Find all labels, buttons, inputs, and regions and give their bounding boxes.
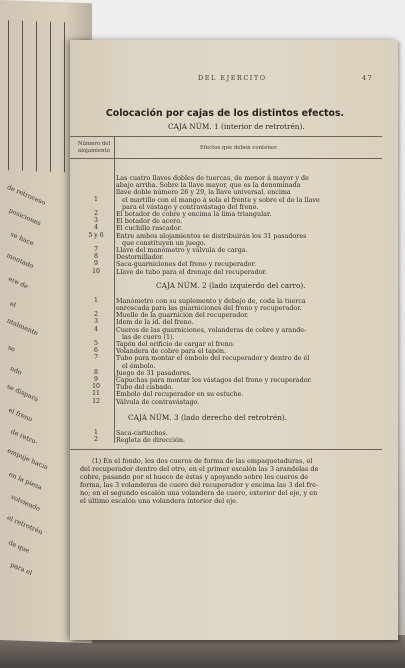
box3-row-1-line-0: Regleta de dirección. [116,436,185,444]
box1-row-0-line-1: abajo arriba. Sobre la llave mayor, que es la denominada [116,181,301,190]
box1-row-0-line-0: Las cuatro llaves dobles de tuercas, de menor á mayor y de [116,174,309,182]
box1-row-8-number: 9 [94,260,98,268]
left-page-text-fragment: empuje hacia [6,446,50,472]
table-top-rule [70,136,382,137]
left-page-text-fragment: ntalmente [5,316,40,338]
left-page-text-fragment: montado [5,251,35,271]
footnote-rule [70,449,382,450]
box1-row-1-number: 1 [94,195,98,203]
page-title: Colocación por cajas de los distintos efectos. [105,108,345,119]
box2-row-10-line-0: Émbolo del recuperador en su estuche. [116,390,244,399]
footnote-line-5: el último escalón una volandera interior del eje. [80,497,239,506]
box1-row-6-number: 7 [94,246,98,253]
box3-row-0-line-0: Saca-cartuchos. [116,428,168,437]
left-page-text-fragment: posiciones [7,206,43,228]
box2-row-5-line-0: Volandera de cobre para el tapón. [116,347,227,356]
running-header: DEL EJERCITO [198,74,267,82]
box2-row-5-number: 6 [94,347,98,355]
left-page-text-fragment: el retrotrén [5,513,44,537]
footnote-line-3: forma, las 3 volanderas de cuero del recuperador y encima las 3 del fre- [80,481,319,490]
box1-row-4-number: 4 [94,224,98,232]
left-page-text-fragment: so [6,343,17,354]
column-header-number: Número del [77,141,111,147]
box2-row-8-number: 9 [94,376,98,383]
left-page-text-fragment: el freno [7,405,34,424]
box1-row-1-line-2: para el vástago y contravástago del freno. [122,202,259,211]
box1-row-6-line-0: Llave del manómetro y válvula de carga. [116,246,248,254]
column-header-number-sub: alojamiento [78,148,110,154]
left-page-text-fragment: el [8,299,18,310]
box3-caption: CAJA NÚM. 3 (lado derecho del retrotrén). [128,412,288,422]
box1-row-2-number: 2 [94,210,98,217]
box2-row-10-number: 11 [92,390,100,398]
box2-row-8-line-0: Capuchas para montar los vástagos del freno y recuperador. [116,376,312,384]
left-page-text-fragment: para el [9,560,34,578]
left-page-text-fragment: de que [7,538,31,555]
box2-row-3-line-1: las de cuero (1). [122,332,175,341]
box1-row-1-line-0: llave doble número 26 y 29, la llave universal, encima [116,188,291,197]
left-page-table-rule [8,20,9,170]
box2-row-7-number: 8 [94,368,98,376]
box2-row-3-line-0: Cueros de las guarniciones, volanderas de cobre y arande- [116,325,307,334]
table-header-rule [70,158,382,159]
box2-row-9-number: 10 [92,383,100,391]
box1-row-3-number: 3 [94,217,98,225]
left-page-text-fragment: ere de [7,274,30,291]
box3-row-1-number: 2 [94,436,98,443]
box2-row-0-line-1: enroscada para las guarniciones del freno y recuperador. [116,304,302,312]
box2-caption: CAJA NÚM. 2 (lado izquierdo del carro). [156,280,306,290]
left-page-table-rule [36,21,37,171]
footnote-line-4: no; en el segundo escalón una volandera de cuero, exterior del eje, y en [80,489,318,498]
box2-row-4-line-0: Tapón del orificio de cargar el freno. [116,340,235,348]
box2-row-1-number: 2 [94,311,98,319]
box1-row-5-line-1: que constituyen un juego. [122,238,206,247]
left-page-text-fragment: volviendo [9,492,42,513]
box2-row-7-line-0: Juego de 31 pasadores. [116,368,192,377]
box3-row-0-number: 1 [94,428,98,436]
box1-row-5-line-0: Entre ambos alojamientos se distribuirán los 31 pasadores [116,231,307,240]
box2-row-6-line-1: el émbolo. [122,361,156,370]
left-page-text-fragment: de retroceso [5,182,47,207]
footnote-line-0: (1) En el fondo, los dos cueros de forma de las empaquetaduras, el [92,457,313,466]
box2-row-11-line-0: Válvula de contravástago. [116,397,200,406]
left-page-text-fragment: en la pieza [7,470,44,492]
box1-row-9-number: 10 [92,267,100,275]
box1-row-8-line-0: Saca-guarniciones del freno y recuperador. [116,260,257,269]
left-page-text-fragment: se dispara [5,382,40,404]
footnote-line-2: cobre, pasando por el hueco de éstas y apoyando sobre los cueros de [80,473,309,482]
box2-row-0-number: 1 [94,296,98,304]
box1-row-7-line-0: Destornillador. [116,253,165,262]
box2-row-9-line-0: Tubo del cisbado. [116,383,173,392]
page-number: 47 [362,74,374,82]
book-page [70,40,398,640]
box2-row-6-number: 7 [94,354,98,362]
left-page-table-rule [64,22,65,172]
left-page-text-fragment: ndo [8,364,24,377]
box2-row-6-line-0: Tubo para montar el émbolo del recuperador y dentro de él [116,354,310,363]
box1-row-4-line-0: El cuchillo rascador. [116,224,182,233]
box1-row-5-number: 5 y 6 [88,231,104,239]
box1-caption: CAJA NÚM. 1 (interior de retrotrén). [168,122,305,131]
box2-row-0-line-0: Manómetro con su suplemento y debajo de, coda la tuerca [116,296,306,305]
box1-row-3-line-0: El botador de acero. [116,217,182,226]
box2-row-3-number: 4 [94,325,98,333]
box1-row-2-line-0: El botador de cobre y encima la lima triangular. [116,210,272,218]
left-page-text-fragment: de retro- [9,427,39,447]
box1-row-7-number: 8 [94,253,98,261]
left-page-text-fragment: se hace [9,230,36,248]
box2-row-1-line-0: Muelle de la guarnición del recuperador. [116,311,249,320]
footnote-line-1: del recuperador dentro del otro, en el primer escalón las 3 arandelas de [80,465,319,474]
left-page-table-rule [50,22,51,172]
page-content [70,40,398,640]
box2-row-4-number: 5 [94,340,98,347]
box1-row-1-line-1: el martillo con el mango á sola el frente y sobre el de la llave [122,195,320,204]
left-page-table-rule [22,21,23,171]
box1-row-9-line-0: Llave de tubo para el drenaje del recuperador. [116,267,267,276]
box2-row-11-number: 12 [92,397,100,405]
column-header-effects: Efectos que deben contener. [200,145,278,151]
box2-row-2-line-0: Idem de la íd. del freno. [116,318,194,327]
box2-row-2-number: 3 [94,318,98,326]
